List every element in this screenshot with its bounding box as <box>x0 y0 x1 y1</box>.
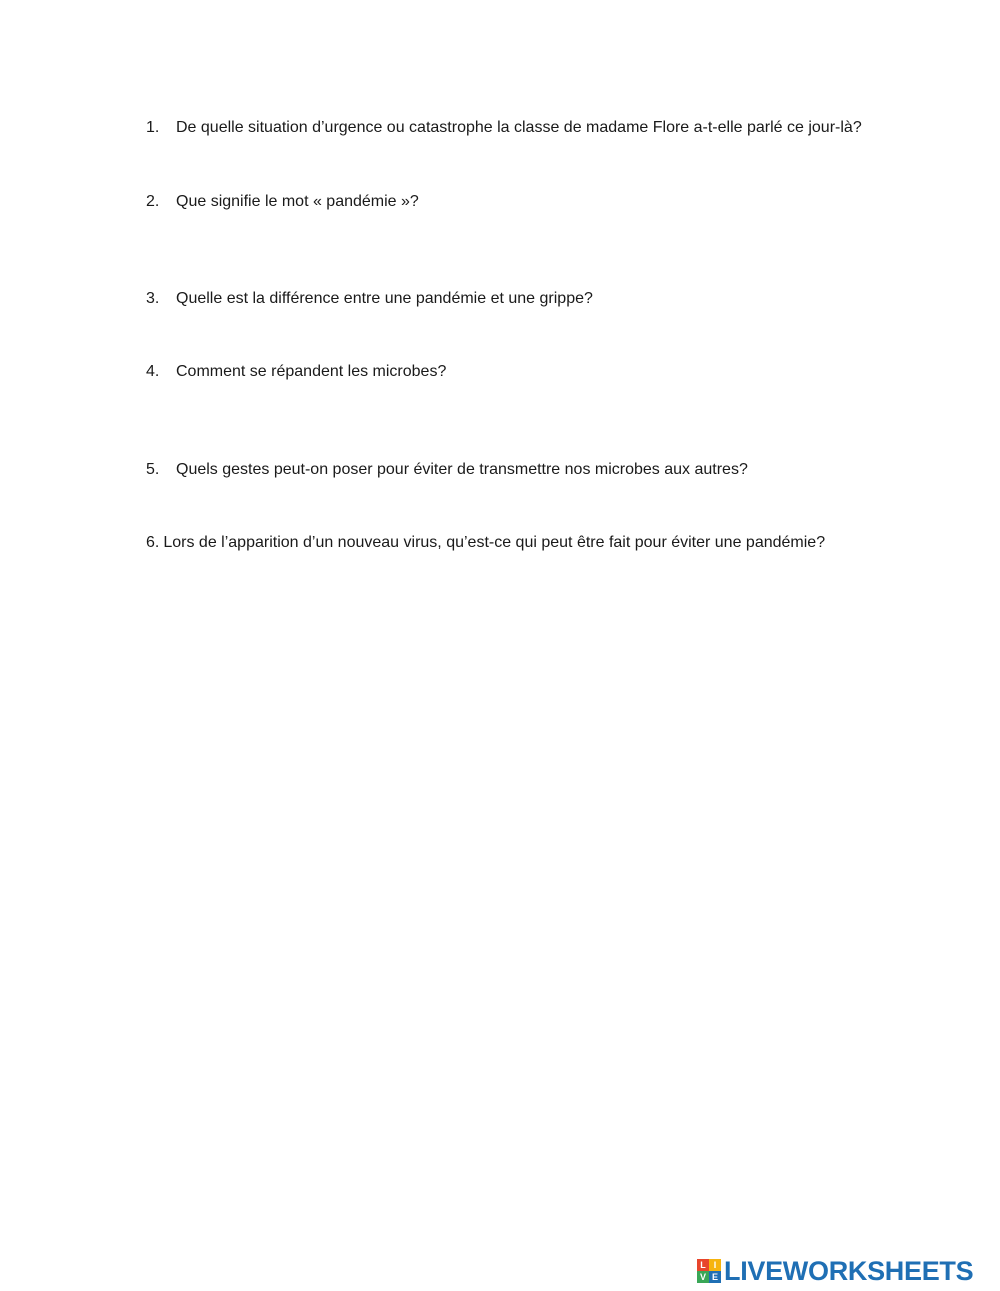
question-text: Comment se répandent les microbes? <box>176 363 447 380</box>
question-number: 5. <box>146 461 160 478</box>
liveworksheets-brand[interactable] <box>697 1257 973 1285</box>
question-number: 2. <box>146 193 160 210</box>
brand-name: LIVEWORKSHEETS <box>724 1256 974 1286</box>
question-6 <box>146 533 825 553</box>
question-number: 1. <box>146 119 160 136</box>
question-2 <box>146 192 419 212</box>
logo-letter-v: V <box>697 1271 709 1283</box>
liveworksheets-logo-icon <box>697 1259 721 1283</box>
question-1 <box>146 118 862 138</box>
question-text: Que signifie le mot « pandémie »? <box>176 193 419 210</box>
question-text: Quels gestes peut-on poser pour éviter de transmettre nos microbes aux autres? <box>176 461 748 478</box>
question-5 <box>146 460 748 480</box>
question-3 <box>146 289 593 309</box>
logo-letter-l: L <box>697 1259 709 1271</box>
question-text: Lors de l’apparition d’un nouveau virus, qu’est-ce qui peut être fait pour éviter une pandémie? <box>163 534 826 551</box>
question-text: Quelle est la différence entre une pandémie et une grippe? <box>176 290 593 307</box>
question-number: 4. <box>146 363 160 380</box>
logo-letter-i: I <box>709 1259 721 1271</box>
question-text: De quelle situation d’urgence ou catastrophe la classe de madame Flore a-t-elle parlé ce jour-là? <box>176 119 862 136</box>
question-number: 3. <box>146 290 160 307</box>
logo-letter-e: E <box>709 1271 721 1283</box>
question-4 <box>146 362 446 382</box>
question-number: 6. <box>146 534 160 551</box>
